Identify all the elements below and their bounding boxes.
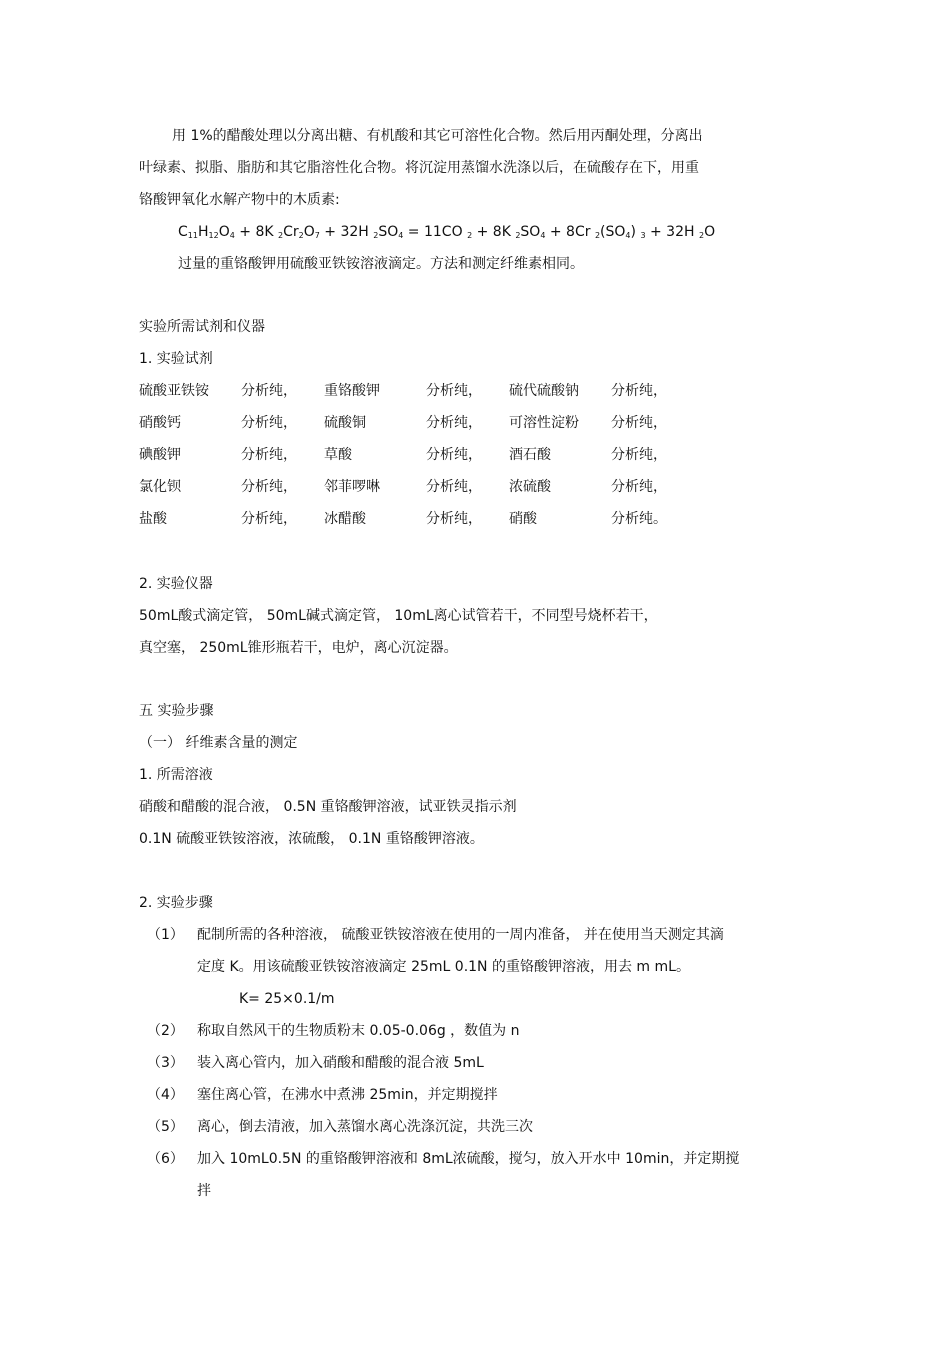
part-one-heading: （一） 纤维素含量的测定 xyxy=(139,735,298,751)
reagent-grade: 分析纯， xyxy=(611,415,667,431)
step-number: （4） xyxy=(147,1087,184,1103)
procedure-subheading: 2. 实验步骤 xyxy=(139,895,213,911)
step-text: 装入离心管内，加入硝酸和醋酸的混合液 5mL xyxy=(197,1055,484,1071)
reagent-name: 草酸 xyxy=(324,447,352,463)
reagent-name: 浓硫酸 xyxy=(509,479,551,495)
reagent-grade: 分析纯， xyxy=(241,479,297,495)
reagent-grade: 分析纯， xyxy=(241,511,297,527)
reagent-name: 硝酸 xyxy=(509,511,537,527)
reagent-name: 重铬酸钾 xyxy=(324,383,380,399)
intro-paragraph-2: 过量的重铬酸钾用硫酸亚铁铵溶液滴定。方法和测定纤维素相同。 xyxy=(178,256,584,272)
reagent-grade: 分析纯。 xyxy=(611,511,667,527)
reagent-name: 氯化钡 xyxy=(139,479,181,495)
step-text: 塞住离心管，在沸水中煮沸 25min，并定期搅拌 xyxy=(197,1087,498,1103)
formula-line: K= 25×0.1/m xyxy=(239,991,335,1007)
solutions-line-2: 0.1N 硫酸亚铁铵溶液，浓硫酸， 0.1N 重铬酸钾溶液。 xyxy=(139,831,484,847)
reagents-heading: 实验所需试剂和仪器 xyxy=(139,319,265,335)
reagent-grade: 分析纯， xyxy=(241,415,297,431)
step-number: （5） xyxy=(147,1119,184,1135)
reagent-name: 盐酸 xyxy=(139,511,167,527)
instruments-subheading: 2. 实验仪器 xyxy=(139,576,213,592)
reagent-grade: 分析纯， xyxy=(241,447,297,463)
reagent-grade: 分析纯， xyxy=(611,479,667,495)
reagent-name: 硫酸铜 xyxy=(324,415,366,431)
reagent-grade: 分析纯， xyxy=(611,383,667,399)
step-text-continued: 定度 K。用该硫酸亚铁铵溶液滴定 25mL 0.1N 的重铬酸钾溶液，用去 m mL。 xyxy=(197,959,690,975)
step-text: 配制所需的各种溶液， 硫酸亚铁铵溶液在使用的一周内准备， 并在使用当天测定其滴 xyxy=(197,927,724,943)
reagent-name: 硫酸亚铁铵 xyxy=(139,383,209,399)
step-text-continued: 拌 xyxy=(197,1183,211,1199)
reagent-name: 冰醋酸 xyxy=(324,511,366,527)
reagent-grade: 分析纯， xyxy=(426,383,482,399)
reagent-grade: 分析纯， xyxy=(426,479,482,495)
step-number: （6） xyxy=(147,1151,184,1167)
reagent-grade: 分析纯， xyxy=(426,511,482,527)
reagent-grade: 分析纯， xyxy=(426,415,482,431)
solutions-line-1: 硝酸和醋酸的混合液， 0.5N 重铬酸钾溶液，试亚铁灵指示剂 xyxy=(139,799,517,815)
step-text: 加入 10mL0.5N 的重铬酸钾溶液和 8mL浓硫酸，搅匀，放入开水中 10min，并定期搅 xyxy=(197,1151,740,1167)
step-number: （1） xyxy=(147,927,184,943)
reagent-name: 硫代硫酸钠 xyxy=(509,383,579,399)
reagent-grade: 分析纯， xyxy=(611,447,667,463)
steps-heading: 五 实验步骤 xyxy=(139,703,214,719)
chemical-equation: $C_{11}H_{12}O_4 + 8K$ $_2Cr_2O_7 + 32H$ $_2SO_4 = 11CO$ $_2$ + 8K $_2SO_4 + 8Cr$ $_2(SO_4) _3 + 32H$ $_2$O xyxy=(178,224,716,240)
intro-line-1: 用 1%的醋酸处理以分离出糖、有机酸和其它可溶性化合物。然后用丙酮处理，分离出 xyxy=(172,128,703,144)
step-number: （3） xyxy=(147,1055,184,1071)
reagent-name: 碘酸钾 xyxy=(139,447,181,463)
reagent-grade: 分析纯， xyxy=(241,383,297,399)
reagents-subheading: 1. 实验试剂 xyxy=(139,351,213,367)
step-text: 离心，倒去清液，加入蒸馏水离心洗涤沉淀，共洗三次 xyxy=(197,1119,533,1135)
reagent-grade: 分析纯， xyxy=(426,447,482,463)
intro-line-3: 铬酸钾氧化水解产物中的木质素: xyxy=(139,192,340,208)
instruments-line-1: 50mL酸式滴定管， 50mL碱式滴定管， 10mL离心试管若干，不同型号烧杯若干， xyxy=(139,608,658,624)
reagent-name: 硝酸钙 xyxy=(139,415,181,431)
intro-line-2: 叶绿素、拟脂、脂肪和其它脂溶性化合物。将沉淀用蒸馏水洗涤以后，在硫酸存在下，用重 xyxy=(139,160,699,176)
reagent-name: 邻菲啰啉 xyxy=(324,479,380,495)
step-number: （2） xyxy=(147,1023,184,1039)
instruments-line-2: 真空塞， 250mL锥形瓶若干，电炉，离心沉淀器。 xyxy=(139,640,458,656)
step-text: 称取自然风干的生物质粉末 0.05-0.06g ，数值为 n xyxy=(197,1023,520,1039)
reagent-name: 酒石酸 xyxy=(509,447,551,463)
reagent-name: 可溶性淀粉 xyxy=(509,415,579,431)
solutions-subheading: 1. 所需溶液 xyxy=(139,767,213,783)
